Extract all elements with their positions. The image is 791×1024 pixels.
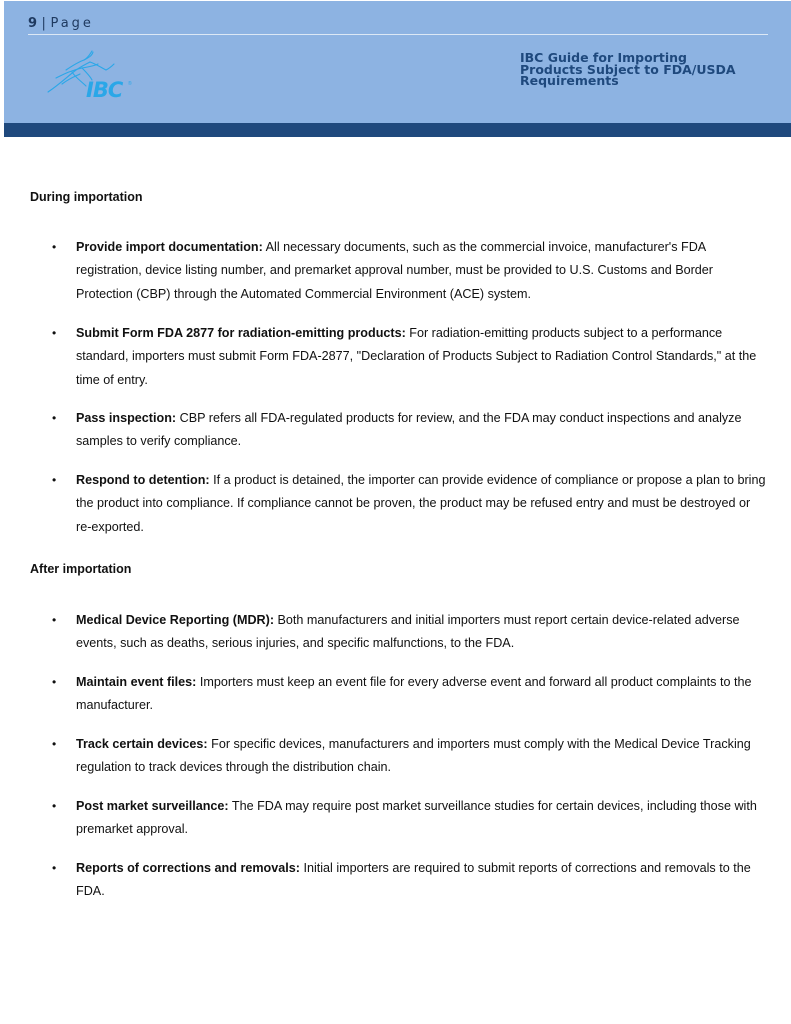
- page-number-label: Page: [50, 16, 94, 31]
- bullet-icon: •: [52, 675, 57, 689]
- section-heading-after: After importation: [30, 562, 132, 576]
- list-item-body: Both manufacturers and initial importers must report certain device-related adverse events, such as deaths, serious injuries, and specific malfunctions, to the FDA.: [76, 613, 740, 651]
- list-item-term: Medical Device Reporting (MDR):: [76, 613, 275, 627]
- guide-title-line: Requirements: [520, 73, 619, 88]
- list-item-text: [76, 236, 768, 306]
- list-item-term: Track certain devices:: [76, 737, 208, 751]
- list-item-term: Post market surveillance:: [76, 799, 229, 813]
- page-number-separator: |: [41, 16, 47, 31]
- bullet-icon: •: [52, 737, 57, 751]
- bullet-icon: •: [52, 411, 57, 425]
- list-item-term: Pass inspection:: [76, 411, 177, 425]
- list-item-body: The FDA may require post market surveillance studies for certain devices, including those with premarket approval.: [76, 799, 757, 837]
- bullet-icon: •: [52, 326, 57, 340]
- list-item-text: [76, 609, 768, 656]
- bullet-icon: •: [52, 613, 57, 627]
- list-item-term: Submit Form FDA 2877 for radiation-emitting products:: [76, 326, 406, 340]
- list-item-text: [76, 407, 768, 454]
- list-item-text: [76, 322, 768, 392]
- bullet-icon: •: [52, 473, 57, 487]
- registered-mark: ®: [128, 81, 132, 87]
- page-number: [28, 16, 94, 31]
- guide-title: [520, 52, 750, 87]
- list-item-body: All necessary documents, such as the commercial invoice, manufacturer's FDA registration, device listing number, and premarket approval number, must be provided to U.S. Customs and Border Protection (CBP) through the Automated Commercial Environment (ACE) system.: [76, 240, 714, 301]
- logo-text: IBC: [86, 78, 123, 102]
- bullet-icon: •: [52, 861, 57, 875]
- list-item-text: [76, 795, 768, 842]
- guide-title-line: Products Subject to FDA/USDA: [520, 61, 736, 77]
- list-item-body: Initial importers are required to submit reports of corrections and removals to the FDA.: [76, 861, 751, 899]
- list-item-term: Respond to detention:: [76, 473, 210, 487]
- header-divider: [28, 34, 768, 35]
- header-accent-bar: [4, 123, 791, 137]
- list-item-body: Importers must keep an event file for every adverse event and forward all product complaints to the manufacturer.: [76, 675, 752, 713]
- list-item-body: For radiation-emitting products subject to a performance standard, importers must submit Form FDA-2877, "Declaration of Products Subject to Radiation Control Standards," at the time of entry.: [76, 326, 757, 387]
- list-item-text: [76, 733, 768, 780]
- list-item-body: For specific devices, manufacturers and importers must comply with the Medical Device Tracking regulation to track devices through the distribution chain.: [76, 737, 751, 775]
- list-item-text: [76, 671, 768, 718]
- guide-title-line: IBC Guide for Importing: [520, 50, 687, 65]
- list-item-term: Reports of corrections and removals:: [76, 861, 300, 875]
- list-item-body: CBP refers all FDA-regulated products for review, and the FDA may conduct inspections and analyze samples to verify compliance.: [76, 411, 742, 449]
- list-item-text: [76, 469, 768, 539]
- bullet-icon: •: [52, 799, 57, 813]
- ibc-logo: [46, 48, 136, 112]
- list-item-term: Provide import documentation:: [76, 240, 263, 254]
- section-heading-during: During importation: [30, 190, 143, 204]
- list-item-term: Maintain event files:: [76, 675, 197, 689]
- bullet-icon: •: [52, 240, 57, 254]
- page-number-value: 9: [28, 16, 38, 31]
- list-item-body: If a product is detained, the importer can provide evidence of compliance or propose a plan to bring the product into compliance. If compliance cannot be proven, the product may be refused entry and must be destroyed or re-exported.: [76, 473, 766, 534]
- list-item-text: [76, 857, 768, 904]
